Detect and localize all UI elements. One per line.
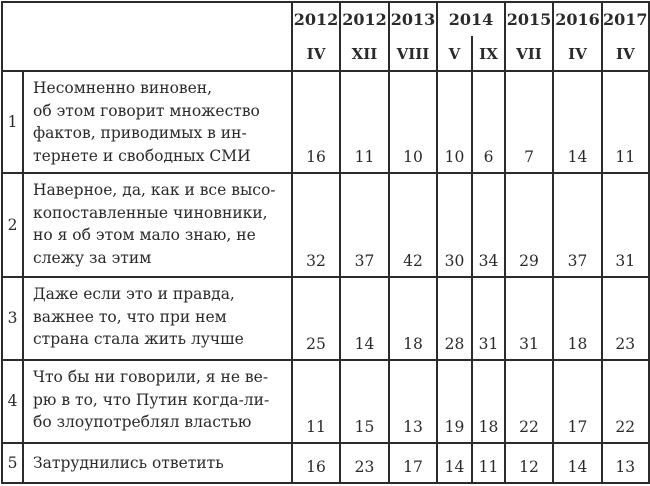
value-cell: 22 [505, 360, 553, 443]
month-header: IV [292, 36, 340, 71]
row-number: 5 [2, 443, 23, 483]
value-cell: 14 [553, 443, 602, 483]
value-cell: 16 [292, 71, 340, 173]
value-cell: 7 [505, 71, 553, 173]
value-cell: 19 [437, 360, 472, 443]
year-header: 2014 [437, 2, 505, 36]
value-cell: 37 [340, 173, 389, 277]
month-header: VIII [389, 36, 437, 71]
month-header: V [437, 36, 472, 71]
year-header: 2015 [505, 2, 553, 36]
value-cell: 23 [340, 443, 389, 483]
value-cell: 14 [437, 443, 472, 483]
year-header: 2012 [292, 2, 340, 36]
table-row [2, 71, 649, 173]
value-cell: 14 [340, 277, 389, 360]
year-header: 2016 [553, 2, 602, 36]
answer-text: Несомненно виновен, об этом говорит множество фактов, приводимых в ин- тернете и свободных СМИ [23, 71, 292, 173]
value-cell: 18 [553, 277, 602, 360]
value-cell: 17 [553, 360, 602, 443]
answer-text: Наверное, да, как и все высо- копоставленные чиновники, но я об этом мало знаю, не слежу за этим [23, 173, 292, 277]
header-year-row [2, 2, 649, 36]
value-cell: 6 [472, 71, 505, 173]
answer-text: Затруднились ответить [23, 443, 292, 483]
row-number: 2 [2, 173, 23, 277]
year-header: 2013 [389, 2, 437, 36]
value-cell: 13 [602, 443, 649, 483]
value-cell: 18 [389, 277, 437, 360]
month-header: VII [505, 36, 553, 71]
value-cell: 23 [602, 277, 649, 360]
value-cell: 31 [472, 277, 505, 360]
value-cell: 22 [602, 360, 649, 443]
value-cell: 37 [553, 173, 602, 277]
value-cell: 15 [340, 360, 389, 443]
answer-text: Даже если это и правда, важнее то, что при нем страна стала жить лучше [23, 277, 292, 360]
value-cell: 42 [389, 173, 437, 277]
value-cell: 28 [437, 277, 472, 360]
value-cell: 31 [602, 173, 649, 277]
value-cell: 13 [389, 360, 437, 443]
value-cell: 14 [553, 71, 602, 173]
month-header: IX [472, 36, 505, 71]
value-cell: 11 [472, 443, 505, 483]
answer-text: Что бы ни говорили, я не ве- рю в то, что Путин когда-ли- бо злоупотреблял властью [23, 360, 292, 443]
value-cell: 17 [389, 443, 437, 483]
value-cell: 11 [602, 71, 649, 173]
row-number: 3 [2, 277, 23, 360]
header-empty-cell [2, 2, 292, 71]
value-cell: 16 [292, 443, 340, 483]
value-cell: 30 [437, 173, 472, 277]
value-cell: 11 [340, 71, 389, 173]
row-number: 1 [2, 71, 23, 173]
table-row [2, 173, 649, 277]
month-header: IV [602, 36, 649, 71]
table-row [2, 443, 649, 483]
value-cell: 12 [505, 443, 553, 483]
survey-table [1, 1, 650, 484]
value-cell: 10 [389, 71, 437, 173]
value-cell: 32 [292, 173, 340, 277]
value-cell: 11 [292, 360, 340, 443]
table-row [2, 277, 649, 360]
value-cell: 29 [505, 173, 553, 277]
value-cell: 25 [292, 277, 340, 360]
value-cell: 31 [505, 277, 553, 360]
value-cell: 18 [472, 360, 505, 443]
table-row [2, 360, 649, 443]
value-cell: 10 [437, 71, 472, 173]
month-header: XII [340, 36, 389, 71]
year-header: 2017 [602, 2, 649, 36]
month-header: IV [553, 36, 602, 71]
value-cell: 34 [472, 173, 505, 277]
row-number: 4 [2, 360, 23, 443]
year-header: 2012 [340, 2, 389, 36]
